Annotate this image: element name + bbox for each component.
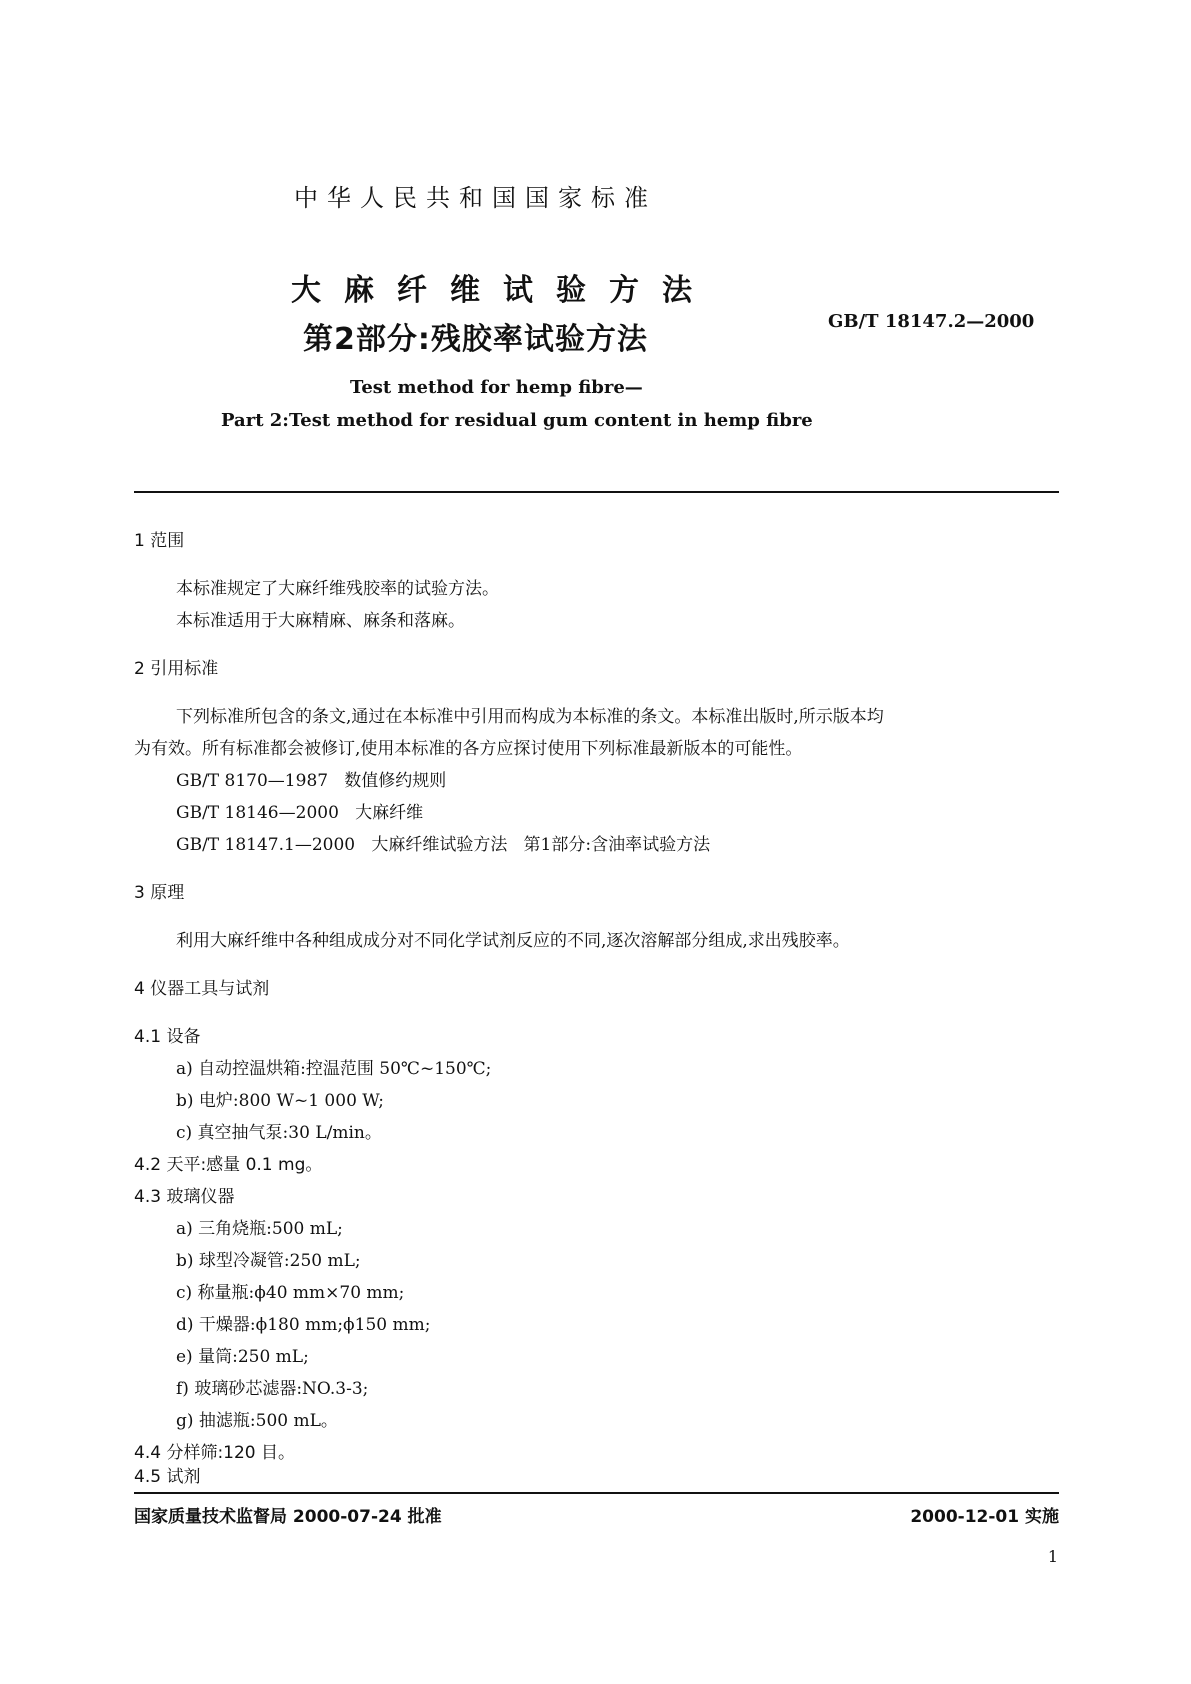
- section-1-paragraph: 本标准适用于大麻精麻、麻条和落麻。: [176, 611, 465, 631]
- header-divider: [134, 491, 1059, 493]
- section-1-heading: 1 范围: [134, 531, 185, 551]
- section-3-heading: 3 原理: [134, 883, 185, 903]
- reference-item: GB/T 18146—2000 大麻纤维: [176, 803, 424, 823]
- glassware-item: a) 三角烧瓶:500 mL;: [176, 1219, 343, 1239]
- subsection-4-2-heading: 4.2 天平:感量 0.1 mg。: [134, 1155, 323, 1175]
- standard-code: GB/T 18147.2—2000: [828, 311, 1035, 332]
- section-1-paragraph: 本标准规定了大麻纤维残胶率的试验方法。: [176, 579, 499, 599]
- footer-divider: [134, 1492, 1059, 1494]
- implementation-date: 2000-12-01 实施: [910, 1507, 1059, 1527]
- glassware-item: g) 抽滤瓶:500 mL。: [176, 1411, 338, 1431]
- reference-item: GB/T 8170—1987 数值修约规则: [176, 771, 447, 791]
- page-number: 1: [1047, 1547, 1058, 1566]
- section-2-intro: 下列标准所包含的条文,通过在本标准中引用而构成为本标准的条文。本标准出版时,所示版本均: [176, 707, 884, 727]
- section-4-heading: 4 仪器工具与试剂: [134, 979, 270, 999]
- section-2-intro-continued: 为有效。所有标准都会被修订,使用本标准的各方应探讨使用下列标准最新版本的可能性。: [134, 739, 803, 759]
- glassware-item: d) 干燥器:ϕ180 mm;ϕ150 mm;: [176, 1315, 431, 1335]
- national-standard-heading: 中华人民共和国国家标准: [294, 184, 657, 212]
- document-subtitle-en: Part 2:Test method for residual gum content in hemp fibre: [221, 410, 813, 431]
- glassware-item: b) 球型冷凝管:250 mL;: [176, 1251, 361, 1271]
- section-2-heading: 2 引用标准: [134, 659, 219, 679]
- glassware-item: e) 量筒:250 mL;: [176, 1347, 309, 1367]
- glassware-item: f) 玻璃砂芯滤器:NO.3-3;: [176, 1379, 369, 1399]
- document-title-en: Test method for hemp fibre—: [350, 377, 643, 398]
- section-3-paragraph: 利用大麻纤维中各种组成成分对不同化学试剂反应的不同,逐次溶解部分组成,求出残胶率。: [176, 931, 850, 951]
- subsection-4-5-heading: 4.5 试剂: [134, 1467, 201, 1487]
- document-title-cn: 大麻纤维试验方法: [291, 273, 715, 308]
- reference-item: GB/T 18147.1—2000 大麻纤维试验方法 第1部分:含油率试验方法: [176, 835, 711, 855]
- approval-note: 国家质量技术监督局 2000-07-24 批准: [134, 1507, 442, 1527]
- document-subtitle-cn: 第2部分:残胶率试验方法: [303, 322, 648, 357]
- subsection-4-3-heading: 4.3 玻璃仪器: [134, 1187, 235, 1207]
- equipment-item: c) 真空抽气泵:30 L/min。: [176, 1123, 382, 1143]
- glassware-item: c) 称量瓶:ϕ40 mm×70 mm;: [176, 1283, 405, 1303]
- subsection-4-1-heading: 4.1 设备: [134, 1027, 201, 1047]
- subsection-4-4-heading: 4.4 分样筛:120 目。: [134, 1443, 296, 1463]
- equipment-item: a) 自动控温烘箱:控温范围 50℃~150℃;: [176, 1059, 492, 1079]
- equipment-item: b) 电炉:800 W~1 000 W;: [176, 1091, 385, 1111]
